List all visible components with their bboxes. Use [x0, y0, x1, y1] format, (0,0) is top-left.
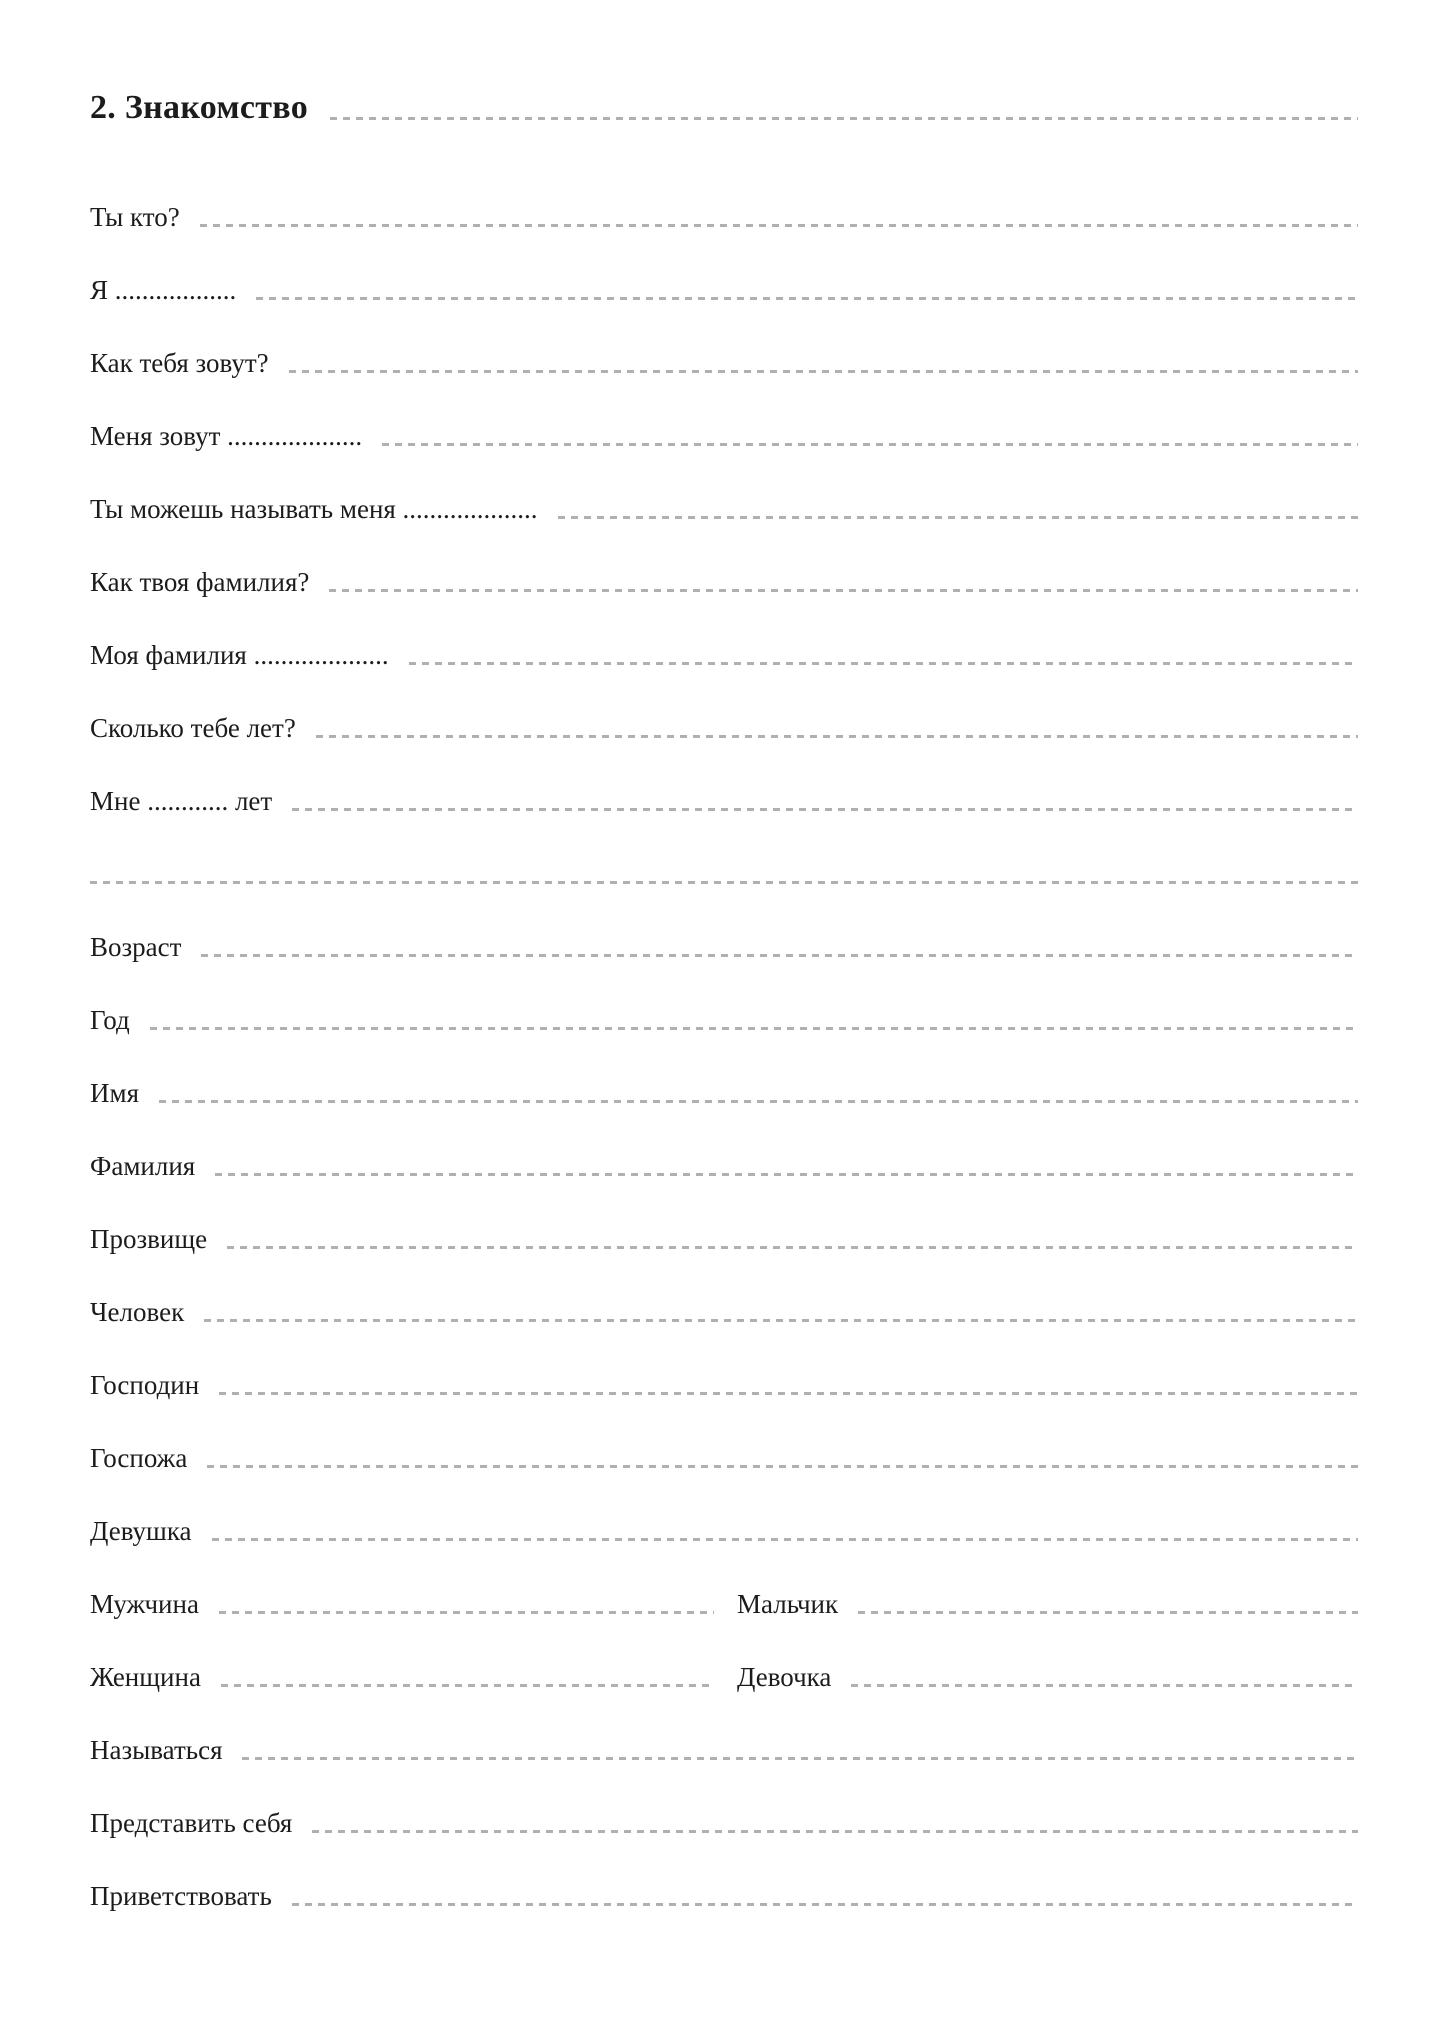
- worksheet-row: [90, 1545, 1358, 1618]
- answer-line: [242, 1757, 1358, 1760]
- worksheet-row: [90, 961, 1358, 1034]
- answer-line: [292, 1903, 1358, 1906]
- row-label: Как твоя фамилия?: [90, 567, 310, 597]
- row-label: Фамилия: [90, 1151, 196, 1181]
- answer-line: [219, 1611, 714, 1614]
- answer-line: [409, 662, 1358, 665]
- row-label: Возраст: [90, 932, 182, 962]
- worksheet-row: [90, 1107, 1358, 1180]
- row-label: Госпожа: [90, 1443, 188, 1473]
- worksheet-row: [90, 1326, 1358, 1399]
- row-label: Год: [90, 1005, 130, 1035]
- row-label-right: Мальчик: [737, 1589, 839, 1619]
- section-title-row: [90, 72, 1358, 125]
- answer-line: [200, 224, 1358, 227]
- row-label: Человек: [90, 1297, 185, 1327]
- worksheet-row: [90, 1399, 1358, 1472]
- answer-line: [90, 881, 1358, 884]
- answer-line: [227, 1246, 1358, 1249]
- worksheet-row: [90, 304, 1358, 377]
- row-label: Ты можешь называть меня ....................: [90, 494, 538, 524]
- answer-line: [316, 735, 1358, 738]
- answer-line: [204, 1319, 1358, 1322]
- worksheet-row: [90, 596, 1358, 669]
- answer-line: [150, 1027, 1358, 1030]
- answer-line: [256, 297, 1358, 300]
- row-label: Женщина: [90, 1662, 201, 1692]
- answer-line: [558, 516, 1358, 519]
- worksheet-row: [90, 1618, 1358, 1691]
- worksheet-row: [90, 669, 1358, 742]
- row-label: Мне ............ лет: [90, 786, 273, 816]
- worksheet-row: [90, 742, 1358, 815]
- answer-line: [289, 370, 1358, 373]
- worksheet-row: [90, 1253, 1358, 1326]
- answer-line: [858, 1611, 1358, 1614]
- row-label: Представить себя: [90, 1808, 293, 1838]
- row-label-right: Девочка: [737, 1662, 832, 1692]
- worksheet-row: [90, 231, 1358, 304]
- row-label: Имя: [90, 1078, 140, 1108]
- worksheet-row: [90, 1764, 1358, 1837]
- row-label: Сколько тебе лет?: [90, 713, 296, 743]
- row-label: Господин: [90, 1370, 200, 1400]
- answer-line: [215, 1173, 1358, 1176]
- worksheet-row: [90, 523, 1358, 596]
- row-label: Ты кто?: [90, 202, 180, 232]
- worksheet-row: [90, 450, 1358, 523]
- answer-line: [851, 1684, 1358, 1687]
- row-label: Моя фамилия ....................: [90, 640, 389, 670]
- row-label: Девушка: [90, 1516, 192, 1546]
- section-title: 2. Знакомство: [90, 89, 309, 126]
- answer-line: [221, 1684, 714, 1687]
- rows: [90, 158, 1358, 1910]
- title-answer-line: [330, 117, 1358, 120]
- worksheet-row: [90, 1472, 1358, 1545]
- answer-line: [212, 1538, 1358, 1541]
- worksheet-row: [90, 1180, 1358, 1253]
- answer-line: [159, 1100, 1358, 1103]
- answer-line: [312, 1830, 1358, 1833]
- row-left-cell: [90, 1591, 714, 1618]
- row-label: Я ..................: [90, 275, 237, 305]
- worksheet-row: [90, 1837, 1358, 1910]
- worksheet-row: [90, 1691, 1358, 1764]
- worksheet-row: [90, 158, 1358, 231]
- worksheet-row: [90, 1034, 1358, 1107]
- row-label: Меня зовут ....................: [90, 421, 363, 451]
- row-label: Как тебя зовут?: [90, 348, 269, 378]
- worksheet-row: [90, 377, 1358, 450]
- answer-line: [201, 954, 1358, 957]
- answer-line: [207, 1465, 1358, 1468]
- row-label: Называться: [90, 1735, 223, 1765]
- worksheet-row: [90, 888, 1358, 961]
- row-label: Прозвище: [90, 1224, 208, 1254]
- worksheet-row: [90, 815, 1358, 888]
- answer-line: [329, 589, 1358, 592]
- answer-line: [382, 443, 1358, 446]
- row-label: Приветствовать: [90, 1881, 272, 1911]
- row-left-cell: [90, 1664, 714, 1691]
- answer-line: [292, 808, 1358, 811]
- answer-line: [219, 1392, 1358, 1395]
- row-label: Мужчина: [90, 1589, 199, 1619]
